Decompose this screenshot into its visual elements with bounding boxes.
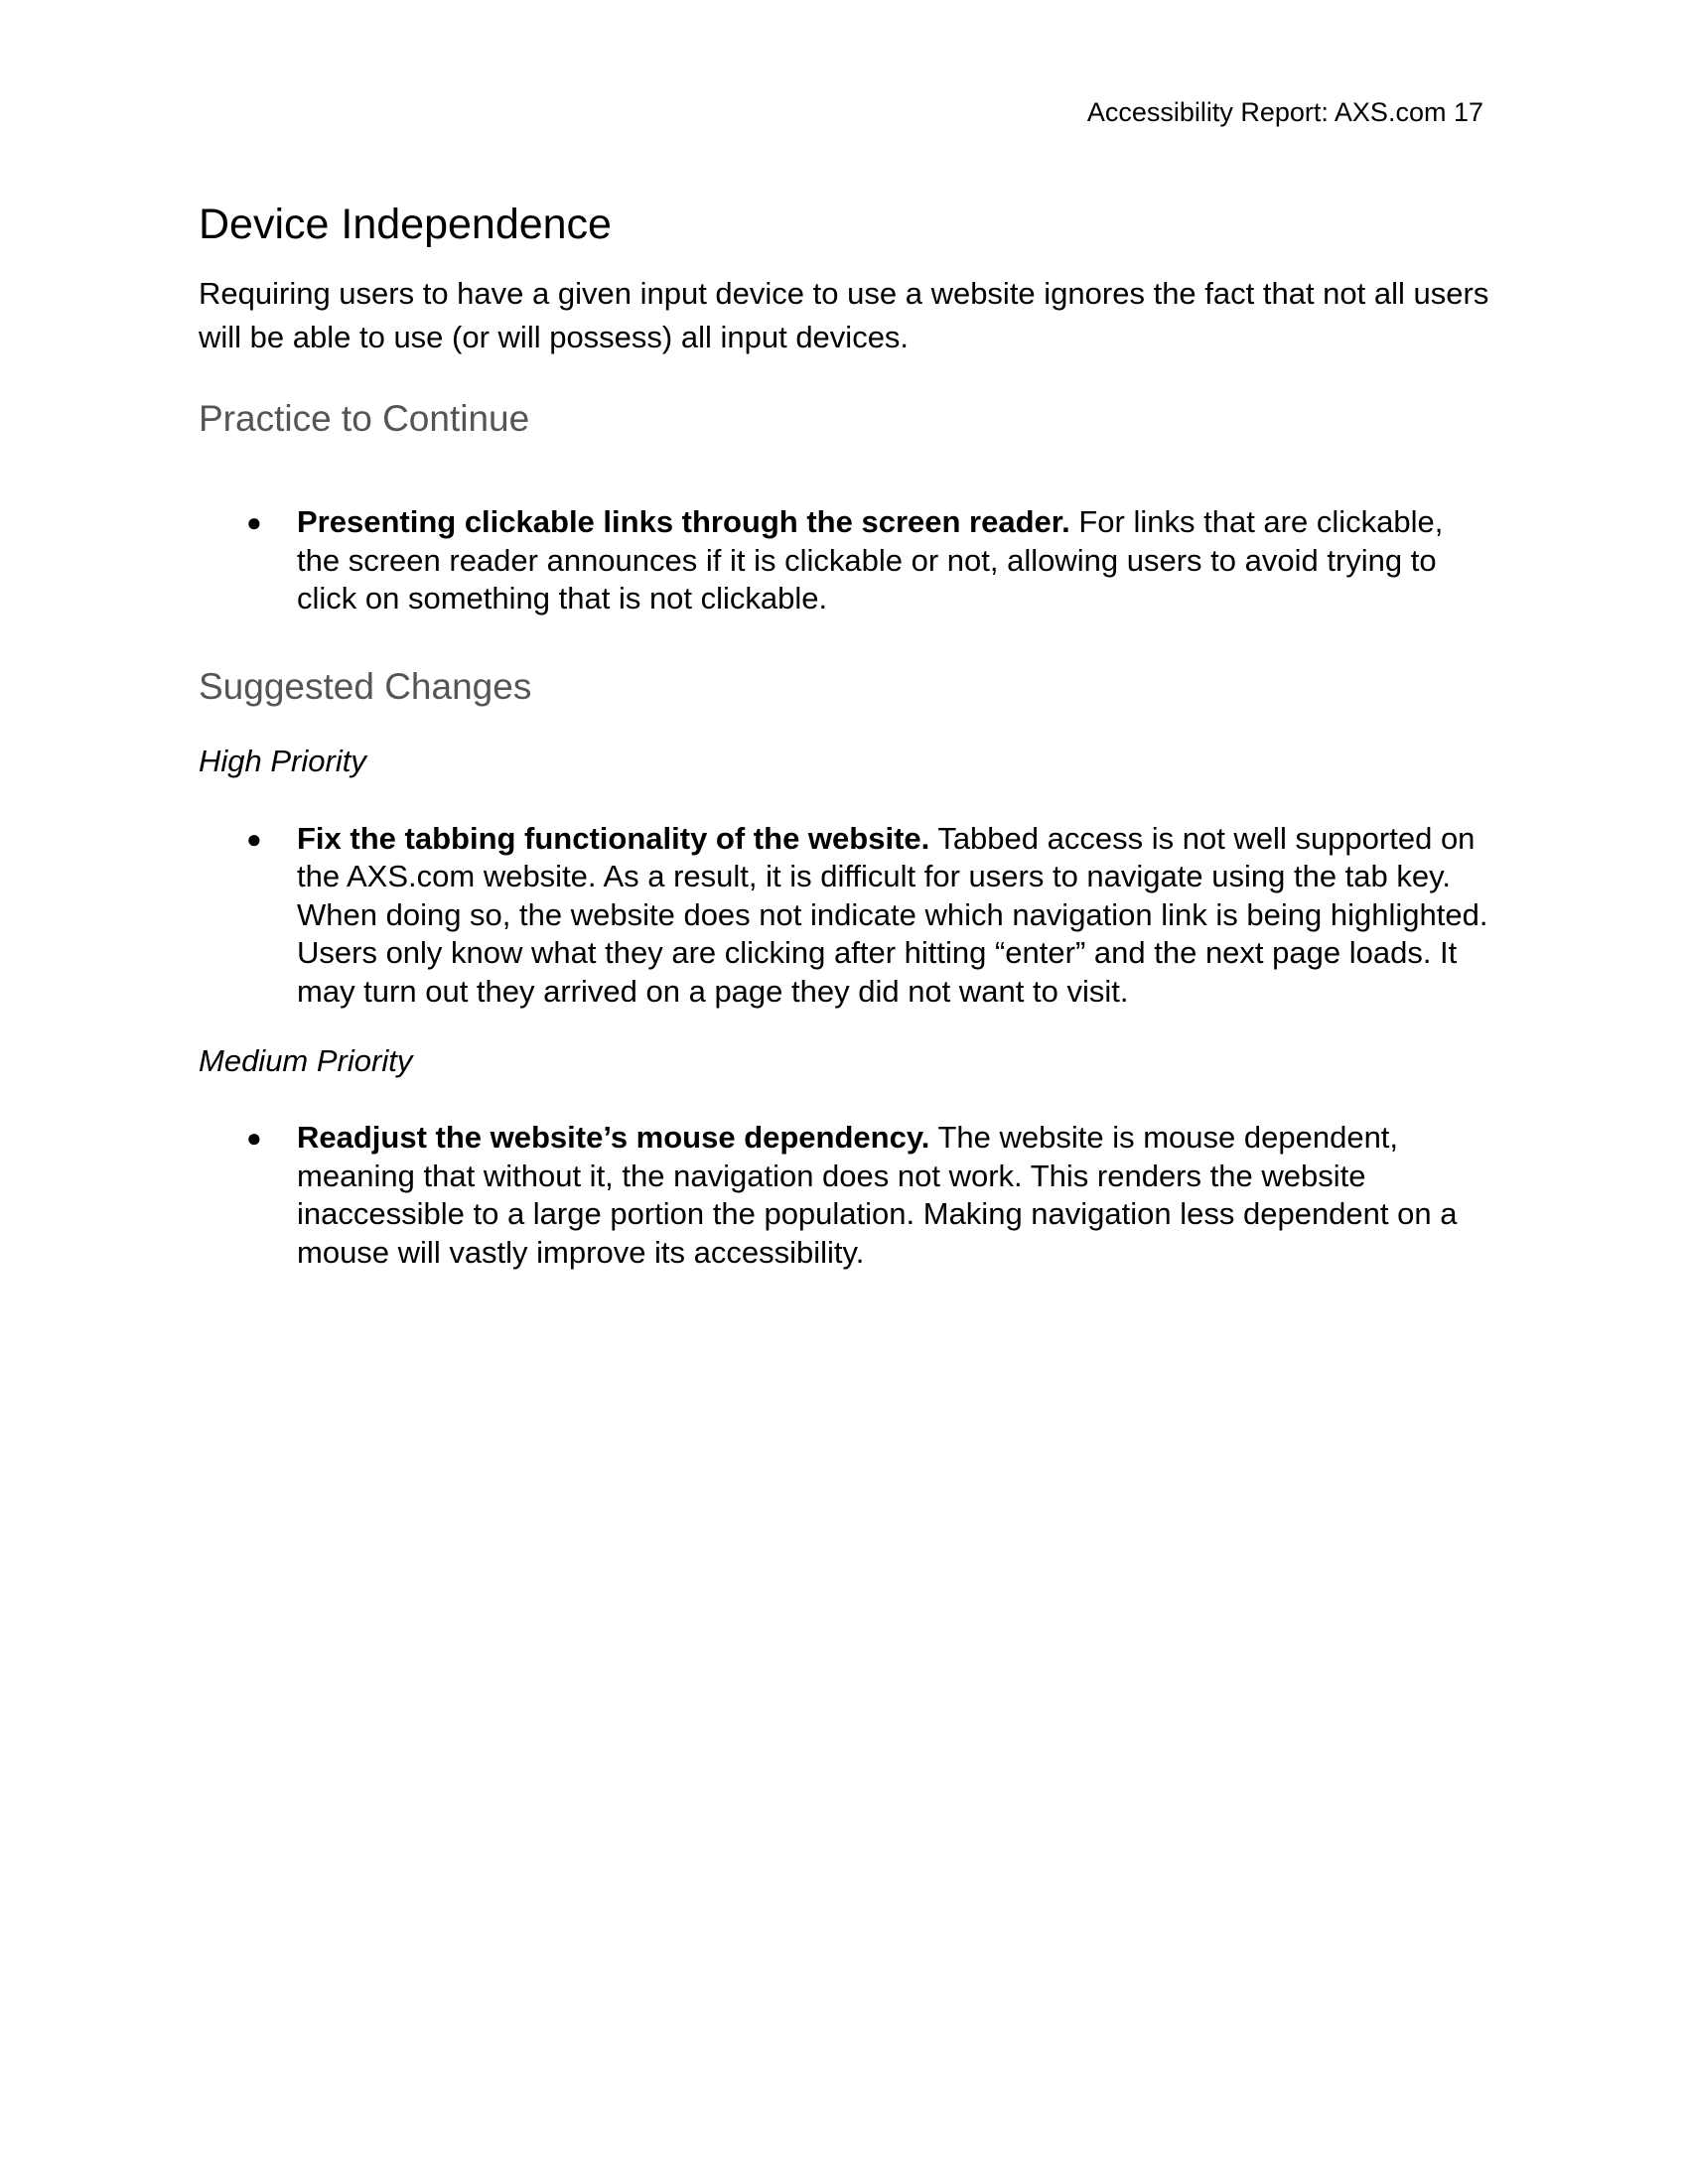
item-lead: Readjust the website’s mouse dependency.: [297, 1120, 930, 1155]
practice-list: [199, 503, 1489, 618]
medium-priority-heading: Medium Priority: [199, 1043, 413, 1078]
list-item: [199, 1119, 1489, 1272]
bullet-icon: ●: [246, 1123, 262, 1153]
high-priority-list: [199, 820, 1489, 1012]
section-intro: Requiring users to have a given input device to use a website ignores the fact that not all users will be able to use (or will possess) all input devices.: [199, 276, 1489, 354]
high-priority-heading: High Priority: [199, 743, 366, 778]
item-body: For links that are clickable, the screen reader announces if it is clickable or not, allowing users to avoid trying to click on something that is not clickable.: [297, 504, 1444, 615]
suggested-changes-heading: Suggested Changes: [199, 665, 532, 707]
item-lead: Presenting clickable links through the screen reader.: [297, 504, 1070, 539]
item-lead: Fix the tabbing functionality of the website.: [297, 820, 930, 856]
list-item: [199, 820, 1489, 1012]
list-item: [199, 503, 1489, 618]
bullet-icon: ●: [246, 507, 262, 537]
practice-to-continue-heading: Practice to Continue: [199, 398, 530, 439]
page-content: [199, 195, 1489, 1272]
item-body: Tabbed access is not well supported on the AXS.com website. As a result, it is difficult for users to navigate using the tab key. When doing so, the website does not indicate which navigation link is being highlighted. Users only know what they are clicking after hitting “enter” and the next page loads. It may turn out they arrived on a page they did not want to visit.: [297, 820, 1488, 1009]
bullet-icon: ●: [246, 823, 262, 854]
item-body: The website is mouse dependent, meaning that without it, the navigation does not work. This renders the website inaccessible to a large portion the population. Making navigation less dependent on a mouse will vastly improve its accessibility.: [297, 1120, 1458, 1270]
running-header: Accessibility Report: AXS.com 17: [1086, 97, 1483, 127]
medium-priority-list: [199, 1119, 1489, 1272]
section-title: Device Independence: [199, 201, 612, 248]
